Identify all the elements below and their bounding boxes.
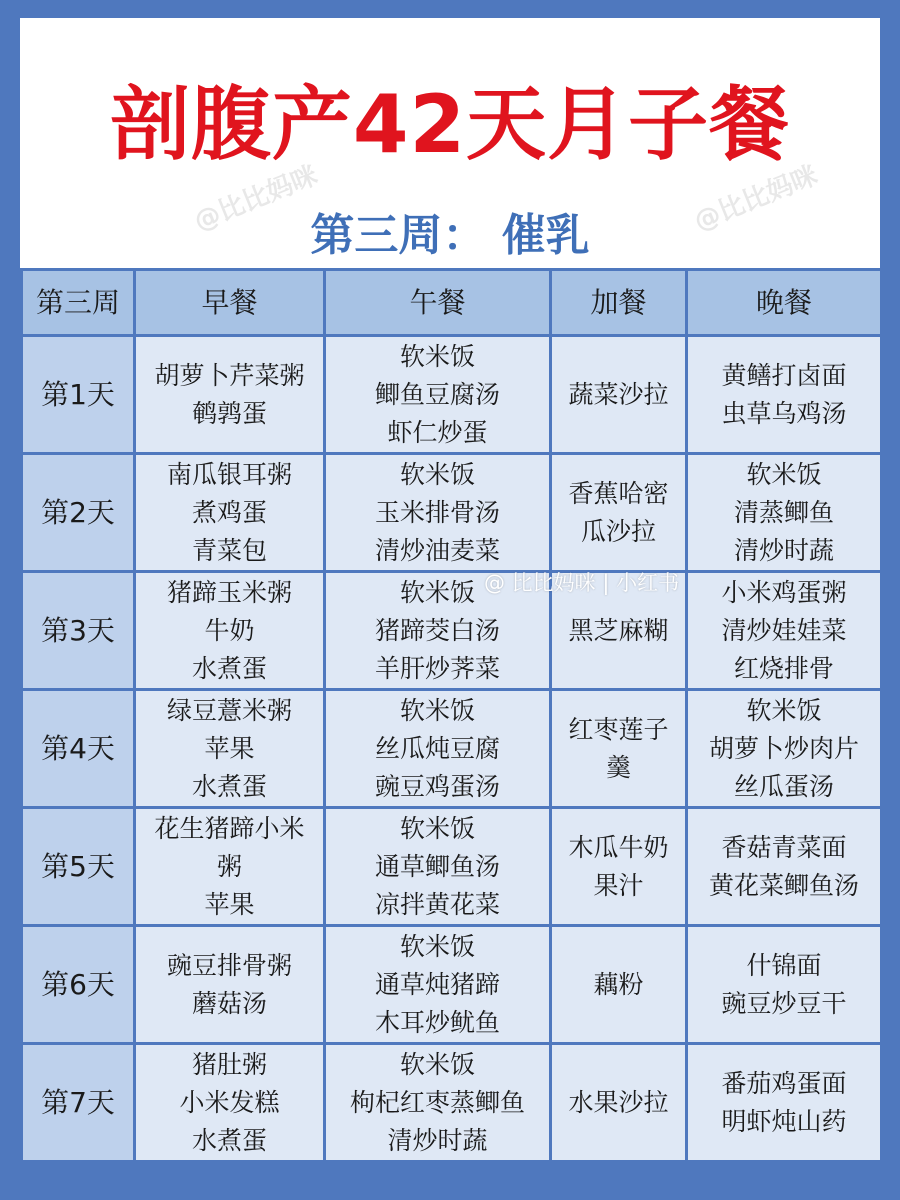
dish-item: 水煮蛋 (191, 1125, 267, 1155)
dish-item: 软米饭 (399, 577, 475, 607)
dish-item: 猪蹄玉米粥 (166, 577, 292, 607)
dish-item: 凉拌黄花菜 (374, 889, 500, 919)
dish-item: 软米饭 (399, 1049, 475, 1079)
dish-item: 香蕉哈密 (568, 478, 669, 508)
dish-item: 果汁 (593, 870, 644, 900)
dish-item: 清炒时蔬 (733, 535, 834, 565)
dish-item: 瓜沙拉 (580, 516, 656, 546)
dish-item: 什锦面 (746, 950, 822, 980)
column-header-lunch: 午餐 (325, 270, 551, 336)
dish-item: 水果沙拉 (568, 1087, 669, 1117)
dish-item: 红枣莲子 (568, 714, 669, 744)
dish-item: 煮鸡蛋 (191, 497, 267, 527)
lunch-cell (325, 926, 551, 1044)
dish-item: 小米鸡蛋粥 (721, 577, 847, 607)
dish-item: 软米饭 (746, 695, 822, 725)
day-label: 第1天 (22, 336, 135, 454)
dinner-cell (687, 454, 882, 572)
dish-item: 清炒娃娃菜 (721, 615, 847, 645)
lunch-cell (325, 454, 551, 572)
dish-item: 豌豆鸡蛋汤 (374, 771, 500, 801)
title-card (20, 18, 880, 268)
dish-item: 藕粉 (593, 969, 644, 999)
snack-cell (551, 1044, 687, 1162)
dish-item: 粥 (216, 851, 242, 881)
dish-item: 枸杞红枣蒸鲫鱼 (349, 1087, 525, 1117)
watermark-right: @比比妈咪 (690, 160, 822, 238)
day-label: 第3天 (22, 572, 135, 690)
dish-item: 羊肝炒荠菜 (374, 653, 500, 683)
dish-item: 猪蹄茭白汤 (374, 615, 500, 645)
dinner-cell (687, 926, 882, 1044)
dish-item: 青菜包 (191, 535, 267, 565)
dish-item: 通草炖猪蹄 (374, 969, 500, 999)
table-row (22, 336, 882, 454)
dish-item: 软米饭 (399, 931, 475, 961)
dish-item: 黄鳝打卤面 (721, 360, 847, 390)
dish-item: 明虾炖山药 (721, 1106, 847, 1136)
dish-item: 清炒油麦菜 (374, 535, 500, 565)
dish-item: 红烧排骨 (733, 653, 834, 683)
dish-item: 羹 (605, 752, 631, 782)
page-title: 剖腹产42天月子餐 (109, 78, 791, 171)
dinner-cell (687, 572, 882, 690)
dish-item: 木瓜牛奶 (568, 832, 669, 862)
day-label: 第6天 (22, 926, 135, 1044)
watermark-left: @比比妈咪 (190, 160, 322, 238)
dish-item: 丝瓜炖豆腐 (374, 733, 500, 763)
dish-item: 鹌鹑蛋 (191, 398, 267, 428)
breakfast-cell (135, 808, 325, 926)
table-body (22, 336, 882, 1162)
day-label: 第2天 (22, 454, 135, 572)
breakfast-cell (135, 572, 325, 690)
lunch-cell (325, 690, 551, 808)
xiaohongshu-watermark: @ 比比妈咪 | 小红书 (484, 571, 680, 595)
page-subtitle: 第三周： 催乳 (310, 210, 590, 261)
snack-cell (551, 926, 687, 1044)
table-row (22, 808, 882, 926)
dish-item: 通草鲫鱼汤 (374, 851, 500, 881)
dish-item: 蘑菇汤 (191, 988, 267, 1018)
dish-item: 牛奶 (204, 615, 255, 645)
breakfast-cell (135, 454, 325, 572)
column-header-week: 第三周 (22, 270, 135, 336)
dish-item: 蔬菜沙拉 (568, 379, 669, 409)
dish-item: 绿豆薏米粥 (166, 695, 292, 725)
meal-table-container (20, 268, 880, 1182)
dish-item: 香菇青菜面 (721, 832, 847, 862)
day-label: 第7天 (22, 1044, 135, 1162)
dish-item: 南瓜银耳粥 (166, 459, 292, 489)
day-label: 第5天 (22, 808, 135, 926)
table-row (22, 926, 882, 1044)
dish-item: 黄花菜鲫鱼汤 (708, 870, 859, 900)
dish-item: 软米饭 (746, 459, 822, 489)
lunch-cell (325, 1044, 551, 1162)
column-header-dinner: 晚餐 (687, 270, 882, 336)
dish-item: 鲫鱼豆腐汤 (374, 379, 500, 409)
lunch-cell (325, 808, 551, 926)
dish-item: 丝瓜蛋汤 (733, 771, 834, 801)
dish-item: 黑芝麻糊 (568, 615, 669, 645)
snack-cell (551, 808, 687, 926)
table-row (22, 1044, 882, 1162)
table-row (22, 454, 882, 572)
breakfast-cell (135, 926, 325, 1044)
dish-item: 胡萝卜芹菜粥 (154, 360, 305, 390)
column-header-snack: 加餐 (551, 270, 687, 336)
breakfast-cell (135, 336, 325, 454)
dinner-cell (687, 690, 882, 808)
dinner-cell (687, 1044, 882, 1162)
dish-item: 虾仁炒蛋 (387, 417, 488, 447)
dinner-cell (687, 336, 882, 454)
dish-item: 花生猪蹄小米 (154, 813, 305, 843)
snack-cell (551, 336, 687, 454)
dish-item: 苹果 (204, 733, 255, 763)
meal-plan-table (20, 268, 883, 1163)
dish-item: 豌豆排骨粥 (166, 950, 292, 980)
dish-item: 水煮蛋 (191, 771, 267, 801)
dish-item: 猪肚粥 (191, 1049, 267, 1079)
dish-item: 清炒时蔬 (387, 1125, 488, 1155)
snack-cell (551, 454, 687, 572)
dish-item: 苹果 (204, 889, 255, 919)
dish-item: 清蒸鲫鱼 (733, 497, 834, 527)
column-header-breakfast: 早餐 (135, 270, 325, 336)
snack-cell (551, 690, 687, 808)
dish-item: 玉米排骨汤 (374, 497, 500, 527)
dish-item: 胡萝卜炒肉片 (708, 733, 859, 763)
dish-item: 豌豆炒豆干 (721, 988, 847, 1018)
dish-item: 木耳炒鱿鱼 (374, 1007, 500, 1037)
table-row (22, 572, 882, 690)
day-label: 第4天 (22, 690, 135, 808)
dish-item: 水煮蛋 (191, 653, 267, 683)
table-header-row (22, 270, 882, 336)
dish-item: 虫草乌鸡汤 (721, 398, 847, 428)
dish-item: 软米饭 (399, 341, 475, 371)
lunch-cell (325, 336, 551, 454)
table-row (22, 690, 882, 808)
dish-item: 番茄鸡蛋面 (721, 1068, 847, 1098)
dish-item: 软米饭 (399, 459, 475, 489)
dish-item: 小米发糕 (179, 1087, 280, 1117)
breakfast-cell (135, 1044, 325, 1162)
dinner-cell (687, 808, 882, 926)
dish-item: 软米饭 (399, 695, 475, 725)
dish-item: 软米饭 (399, 813, 475, 843)
breakfast-cell (135, 690, 325, 808)
